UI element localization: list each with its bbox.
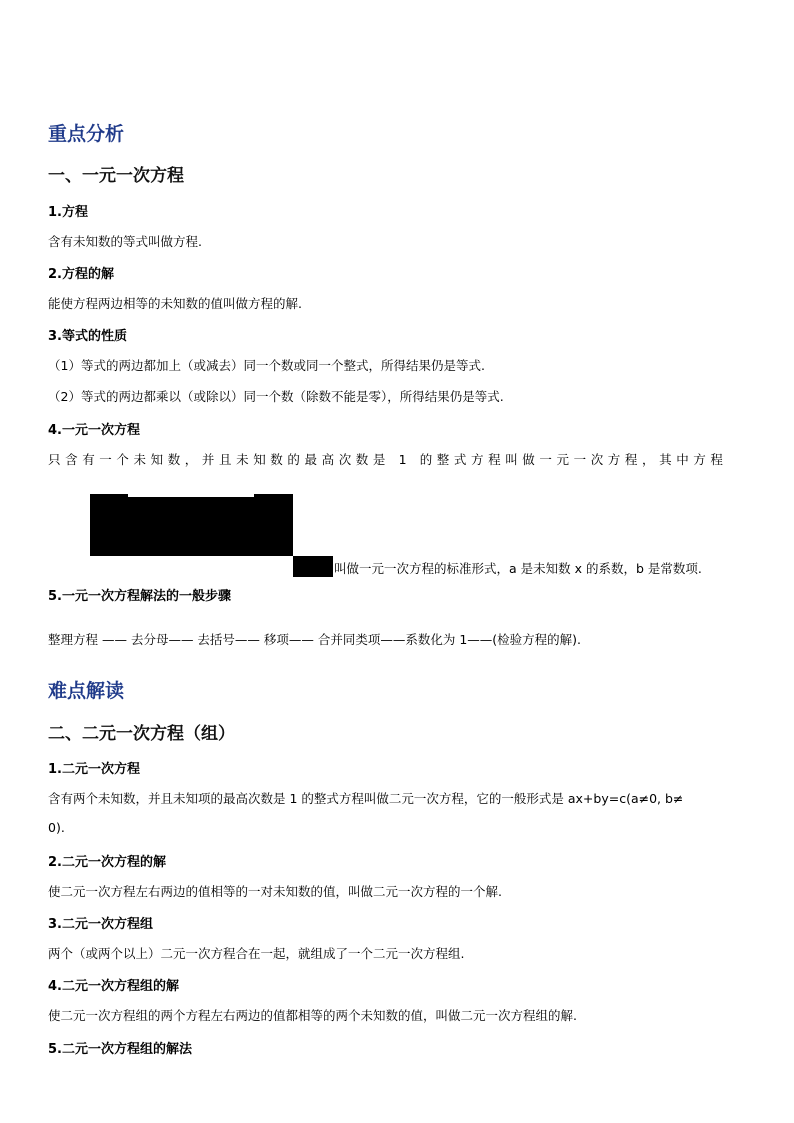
sub-heading-equality-properties: 3.等式的性质 xyxy=(48,329,127,344)
sub-heading-binary-equation: 1.二元一次方程 xyxy=(48,762,140,777)
definition-linear-equation-line-1: 只含有一个未知数，并且未知数的最高次数是 1 的整式方程叫做一元一次方程，其中方程 xyxy=(48,452,728,467)
definition-binary-system-solution: 使二元一次方程组的两个方程左右两边的值都相等的两个未知数的值，叫做二元一次方程组的解. xyxy=(48,1008,577,1023)
redaction-block xyxy=(254,494,293,556)
sub-heading-binary-solving-methods: 5.二元一次方程组的解法 xyxy=(48,1042,192,1057)
section-title-difficulty: 难点解读 xyxy=(48,680,125,702)
definition-binary-equation-line-1: 含有两个未知数，并且未知项的最高次数是 1 的整式方程叫做二元一次方程，它的一般形式是 ax+by=c(a≠0, b≠ xyxy=(48,791,684,806)
sub-heading-binary-system-solution: 4.二元一次方程组的解 xyxy=(48,979,179,994)
definition-linear-equation-line-2: 叫做一元一次方程的标准形式，a 是未知数 x 的系数，b 是常数项. xyxy=(334,561,702,576)
sub-heading-equation: 1.方程 xyxy=(48,205,88,220)
section-title-key-analysis: 重点分析 xyxy=(48,123,125,145)
solving-steps-text: 整理方程 —— 去分母—— 去括号—— 移项—— 合并同类项——系数化为 1——(检验方程的解). xyxy=(48,632,582,647)
definition-binary-equation-line-2: 0). xyxy=(48,820,65,835)
definition-binary-solution: 使二元一次方程左右两边的值相等的一对未知数的值，叫做二元一次方程的一个解. xyxy=(48,884,502,899)
chapter-title-linear-equation: 一、一元一次方程 xyxy=(48,166,184,186)
sub-heading-equation-solution: 2.方程的解 xyxy=(48,267,114,282)
property-line-1: （1）等式的两边都加上（或减去）同一个数或同一个整式，所得结果仍是等式. xyxy=(48,358,485,373)
definition-binary-system: 两个（或两个以上）二元一次方程合在一起，就组成了一个二元一次方程组. xyxy=(48,946,465,961)
redaction-block xyxy=(293,556,333,577)
sub-heading-linear-equation: 4.一元一次方程 xyxy=(48,423,140,438)
property-line-2: （2）等式的两边都乘以（或除以）同一个数（除数不能是零），所得结果仍是等式. xyxy=(48,389,504,404)
sub-heading-binary-system: 3.二元一次方程组 xyxy=(48,917,153,932)
redaction-block xyxy=(128,497,254,556)
chapter-title-binary-equation: 二、二元一次方程（组） xyxy=(48,724,235,744)
sub-heading-solving-steps: 5.一元一次方程解法的一般步骤 xyxy=(48,589,231,604)
redaction-block xyxy=(90,494,128,556)
definition-equation-solution: 能使方程两边相等的未知数的值叫做方程的解. xyxy=(48,296,302,311)
definition-equation: 含有未知数的等式叫做方程. xyxy=(48,234,202,249)
sub-heading-binary-solution: 2.二元一次方程的解 xyxy=(48,855,166,870)
